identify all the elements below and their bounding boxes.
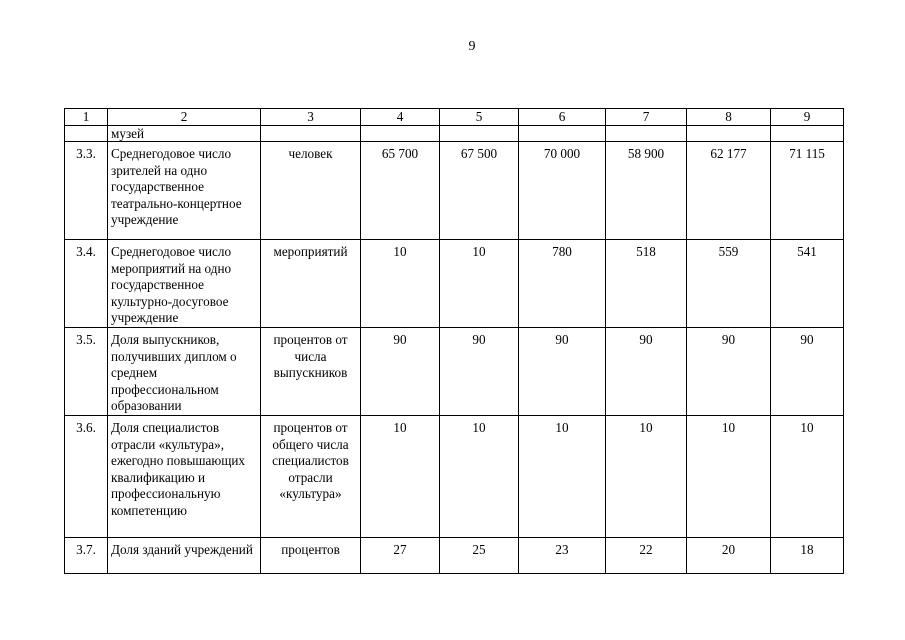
- value-cell: 780: [519, 240, 606, 328]
- unit-cell: [261, 126, 361, 142]
- table-header-row: [65, 109, 844, 126]
- value-cell: [606, 126, 687, 142]
- value-cell: 559: [687, 240, 771, 328]
- unit-cell: человек: [261, 142, 361, 240]
- unit-cell: процентов от числа выпускников: [261, 328, 361, 416]
- value-cell: [361, 126, 440, 142]
- row-number: [65, 126, 108, 142]
- value-cell: 71 115: [771, 142, 844, 240]
- value-cell: 10: [361, 415, 440, 537]
- value-cell: 10: [771, 415, 844, 537]
- indicator-name: Доля зданий учреждений: [108, 537, 261, 573]
- value-cell: 20: [687, 537, 771, 573]
- value-cell: 58 900: [606, 142, 687, 240]
- table-row: [65, 328, 844, 416]
- column-header: 6: [519, 109, 606, 126]
- indicator-name: Среднегодовое число зрителей на одно государственное театрально-концертное учреждение: [108, 142, 261, 240]
- value-cell: 23: [519, 537, 606, 573]
- value-cell: 90: [771, 328, 844, 416]
- value-cell: 90: [606, 328, 687, 416]
- table-row: [65, 142, 844, 240]
- value-cell: 541: [771, 240, 844, 328]
- column-header: 3: [261, 109, 361, 126]
- table-row: [65, 537, 844, 573]
- value-cell: 10: [519, 415, 606, 537]
- column-header: 5: [440, 109, 519, 126]
- column-header: 7: [606, 109, 687, 126]
- value-cell: 65 700: [361, 142, 440, 240]
- value-cell: 70 000: [519, 142, 606, 240]
- unit-cell: процентов: [261, 537, 361, 573]
- value-cell: [687, 126, 771, 142]
- indicator-name: музей: [108, 126, 261, 142]
- value-cell: 90: [440, 328, 519, 416]
- row-number: 3.4.: [65, 240, 108, 328]
- value-cell: 27: [361, 537, 440, 573]
- row-number: 3.7.: [65, 537, 108, 573]
- value-cell: 10: [440, 415, 519, 537]
- row-number: 3.6.: [65, 415, 108, 537]
- indicators-table: [64, 108, 844, 574]
- value-cell: 90: [361, 328, 440, 416]
- value-cell: 10: [687, 415, 771, 537]
- value-cell: 90: [687, 328, 771, 416]
- value-cell: 90: [519, 328, 606, 416]
- value-cell: 10: [361, 240, 440, 328]
- table-row: [65, 415, 844, 537]
- column-header: 8: [687, 109, 771, 126]
- column-header: 1: [65, 109, 108, 126]
- value-cell: 62 177: [687, 142, 771, 240]
- value-cell: 67 500: [440, 142, 519, 240]
- indicator-name: Среднегодовое число мероприятий на одно государственное культурно-досуговое учреждение: [108, 240, 261, 328]
- value-cell: 18: [771, 537, 844, 573]
- row-number: 3.3.: [65, 142, 108, 240]
- value-cell: 25: [440, 537, 519, 573]
- column-header: 4: [361, 109, 440, 126]
- value-cell: 518: [606, 240, 687, 328]
- value-cell: 10: [440, 240, 519, 328]
- value-cell: 10: [606, 415, 687, 537]
- column-header: 2: [108, 109, 261, 126]
- unit-cell: процентов от общего числа специалистов отрасли «культура»: [261, 415, 361, 537]
- table-row-continuation: [65, 126, 844, 142]
- unit-cell: мероприятий: [261, 240, 361, 328]
- page-number: 9: [468, 39, 476, 54]
- table-row: [65, 240, 844, 328]
- value-cell: [519, 126, 606, 142]
- indicator-name: Доля выпускников, получивших диплом о среднем профессиональном образовании: [108, 328, 261, 416]
- indicator-name: Доля специалистов отрасли «культура», ежегодно повышающих квалификацию и профессиональную компетенцию: [108, 415, 261, 537]
- column-header: 9: [771, 109, 844, 126]
- value-cell: [771, 126, 844, 142]
- value-cell: 22: [606, 537, 687, 573]
- row-number: 3.5.: [65, 328, 108, 416]
- value-cell: [440, 126, 519, 142]
